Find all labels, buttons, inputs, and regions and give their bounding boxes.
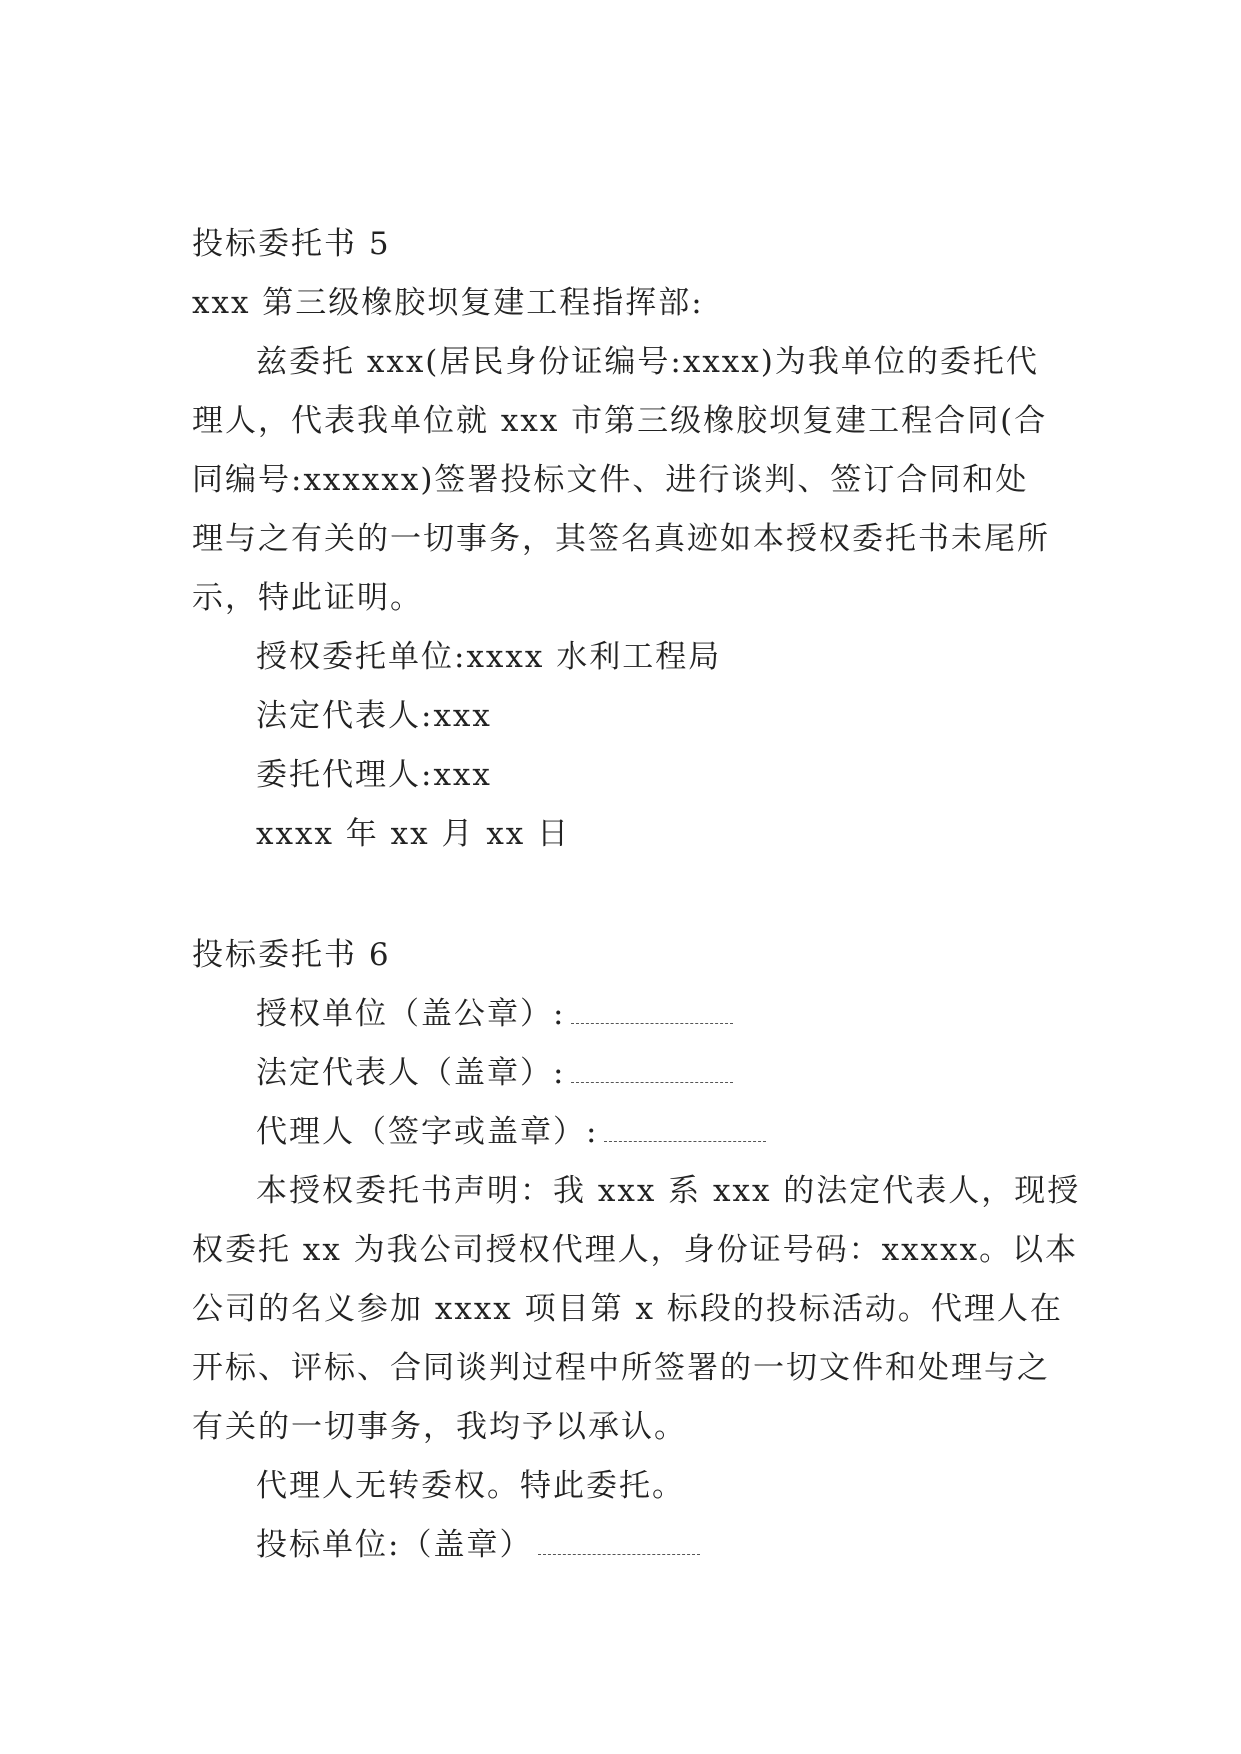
signature-blank[interactable] — [538, 1532, 700, 1555]
section-6-title: 投标委托书 6 — [192, 937, 391, 973]
section-6-body-line: 公司的名义参加 xxxx 项目第 x 标段的投标活动。代理人在 — [192, 1291, 1063, 1327]
section-6-body-line: 有关的一切事务，我均予以承认。 — [192, 1409, 687, 1445]
section-5-body-line: 理与之有关的一切事务，其签名真迹如本授权委托书未尾所 — [192, 521, 1050, 557]
section-6-closing: 代理人无转委权。特此委托。 — [256, 1468, 685, 1504]
section-6-body-line: 本授权委托书声明：我 xxx 系 xxx 的法定代表人，现授 — [256, 1173, 1081, 1209]
signature-blank[interactable] — [571, 1001, 733, 1024]
field-label: 代理人（签字或盖章）: — [256, 1114, 599, 1150]
section-6-body-line: 权委托 xx 为我公司授权代理人，身份证号码：xxxxx。以本 — [192, 1232, 1079, 1268]
section-5-title: 投标委托书 5 — [192, 226, 391, 262]
section-5-legal-rep: 法定代表人:xxx — [256, 698, 492, 734]
section-5-date: xxxx 年 xx 月 xx 日 — [256, 816, 571, 852]
section-6-field-legal-rep — [256, 1053, 733, 1093]
field-label: 投标单位:（盖章） — [256, 1527, 533, 1563]
section-6-bidder-seal — [256, 1525, 700, 1565]
section-5-body-line: 兹委托 xxx(居民身份证编号:xxxx)为我单位的委托代 — [256, 344, 1039, 380]
section-5-addressee: xxx 第三级橡胶坝复建工程指挥部: — [192, 285, 704, 321]
section-5-body-line: 同编号:xxxxxx)签署投标文件、进行谈判、签订合同和处 — [192, 462, 1029, 498]
signature-blank[interactable] — [571, 1060, 733, 1083]
section-6-field-authorizing-unit — [256, 994, 733, 1034]
field-label: 授权单位（盖公章）: — [256, 996, 566, 1032]
section-5-body-line: 示，特此证明。 — [192, 580, 423, 616]
section-5-body-line: 理人，代表我单位就 xxx 市第三级橡胶坝复建工程合同(合 — [192, 403, 1048, 439]
section-6-body-line: 开标、评标、合同谈判过程中所签署的一切文件和处理与之 — [192, 1350, 1050, 1386]
section-5-signature-unit: 授权委托单位:xxxx 水利工程局 — [256, 639, 722, 675]
field-label: 法定代表人（盖章）: — [256, 1055, 566, 1091]
signature-blank[interactable] — [604, 1119, 766, 1142]
section-6-field-agent — [256, 1112, 766, 1152]
section-5-agent: 委托代理人:xxx — [256, 757, 492, 793]
